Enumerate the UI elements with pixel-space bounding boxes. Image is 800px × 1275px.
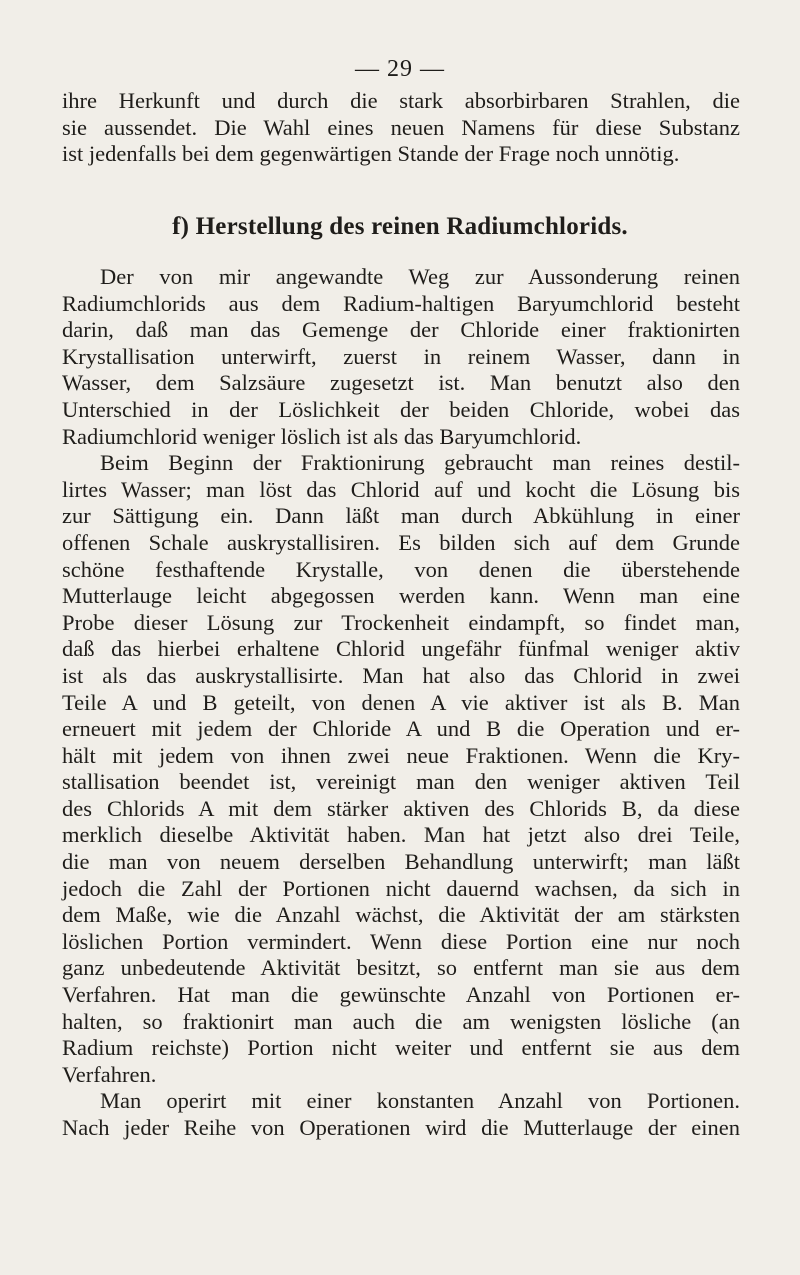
text-line: jedoch die Zahl der Portionen nicht dauernd wachsen, da sich in (62, 875, 740, 901)
text-line: Nach jeder Reihe von Operationen wird die Mutterlauge der einen (62, 1115, 740, 1140)
section-heading: f) Herstellung des reinen Radiumchlorids. (172, 213, 628, 240)
text-line: Man operirt mit einer konstanten Anzahl von Portionen. (100, 1088, 740, 1114)
text-line: Wasser, dem Salzsäure zugesetzt ist. Man benutzt also den (62, 370, 740, 396)
text-line: ist als das auskrystallisirte. Man hat also das Chlorid in zwei (62, 662, 740, 688)
text-line: Teile A und B geteilt, von denen A vie aktiver ist als B. Man (62, 689, 740, 715)
intro-paragraph (62, 88, 740, 168)
text-line: merklich dieselbe Aktivität haben. Man hat jetzt also drei Teile, (62, 822, 740, 848)
text-line: lirtes Wasser; man löst das Chlorid auf und kocht die Lösung bis (62, 476, 740, 502)
text-line: Probe dieser Lösung zur Trockenheit eindampft, so findet man, (62, 609, 740, 635)
text-line: Verfahren. Hat man die gewünschte Anzahl von Portionen er- (62, 982, 740, 1008)
text-line: darin, daß man das Gemenge der Chloride einer fraktionirten (62, 317, 740, 343)
text-line: stallisation beendet ist, vereinigt man den weniger aktiven Teil (62, 769, 740, 795)
text-line: Mutterlauge leicht abgegossen werden kann. Wenn man eine (62, 583, 740, 609)
text-line: erneuert mit jedem der Chloride A und B die Operation und er- (62, 716, 740, 742)
text-line: hält mit jedem von ihnen zwei neue Fraktionen. Wenn die Kry- (62, 742, 740, 768)
text-line: ihre Herkunft und durch die stark absorbirbaren Strahlen, die (62, 88, 740, 113)
text-line: offenen Schale auskrystallisiren. Es bilden sich auf dem Grunde (62, 529, 740, 555)
text-line: Unterschied in der Löslichkeit der beiden Chloride, wobei das (62, 396, 740, 422)
text-line: Krystallisation unterwirft, zuerst in reinem Wasser, dann in (62, 343, 740, 369)
text-line: schöne festhaftende Krystalle, von denen die überstehende (62, 556, 740, 582)
text-line: Der von mir angewandte Weg zur Aussonderung reinen (100, 264, 740, 289)
text-line: des Chlorids A mit dem stärker aktiven des Chlorids B, da diese (62, 795, 740, 821)
text-line: zur Sättigung ein. Dann läßt man durch Abkühlung in einer (62, 503, 740, 529)
text-line: Beim Beginn der Fraktionirung gebraucht man reines destil- (100, 450, 740, 476)
text-line: sie aussendet. Die Wahl eines neuen Namens für diese Substanz (62, 114, 740, 140)
text-line: Radium reichste) Portion nicht weiter und entfernt sie aus dem (62, 1035, 740, 1061)
section-body (62, 264, 740, 1142)
text-line: dem Maße, wie die Anzahl wächst, die Aktivität der am stärksten (62, 902, 740, 928)
text-line: Verfahren. (62, 1061, 157, 1087)
text-line: ist jedenfalls bei dem gegenwärtigen Stande der Frage noch unnötig. (62, 141, 680, 167)
page-number: — 29 — (355, 56, 445, 82)
text-line: halten, so fraktionirt man auch die am wenigsten lösliche (an (62, 1008, 740, 1034)
text-line: löslichen Portion vermindert. Wenn diese Portion eine nur noch (62, 928, 740, 954)
text-line: Radiumchlorids aus dem Radium-haltigen Baryumchlorid besteht (62, 290, 740, 316)
text-line: die man von neuem derselben Behandlung unterwirft; man läßt (62, 849, 740, 875)
text-line: Radiumchlorid weniger löslich ist als das Baryumchlorid. (62, 423, 582, 449)
text-line: daß das hierbei erhaltene Chlorid ungefähr fünfmal weniger aktiv (62, 636, 740, 662)
text-line: ganz unbedeutende Aktivität besitzt, so entfernt man sie aus dem (62, 955, 740, 981)
